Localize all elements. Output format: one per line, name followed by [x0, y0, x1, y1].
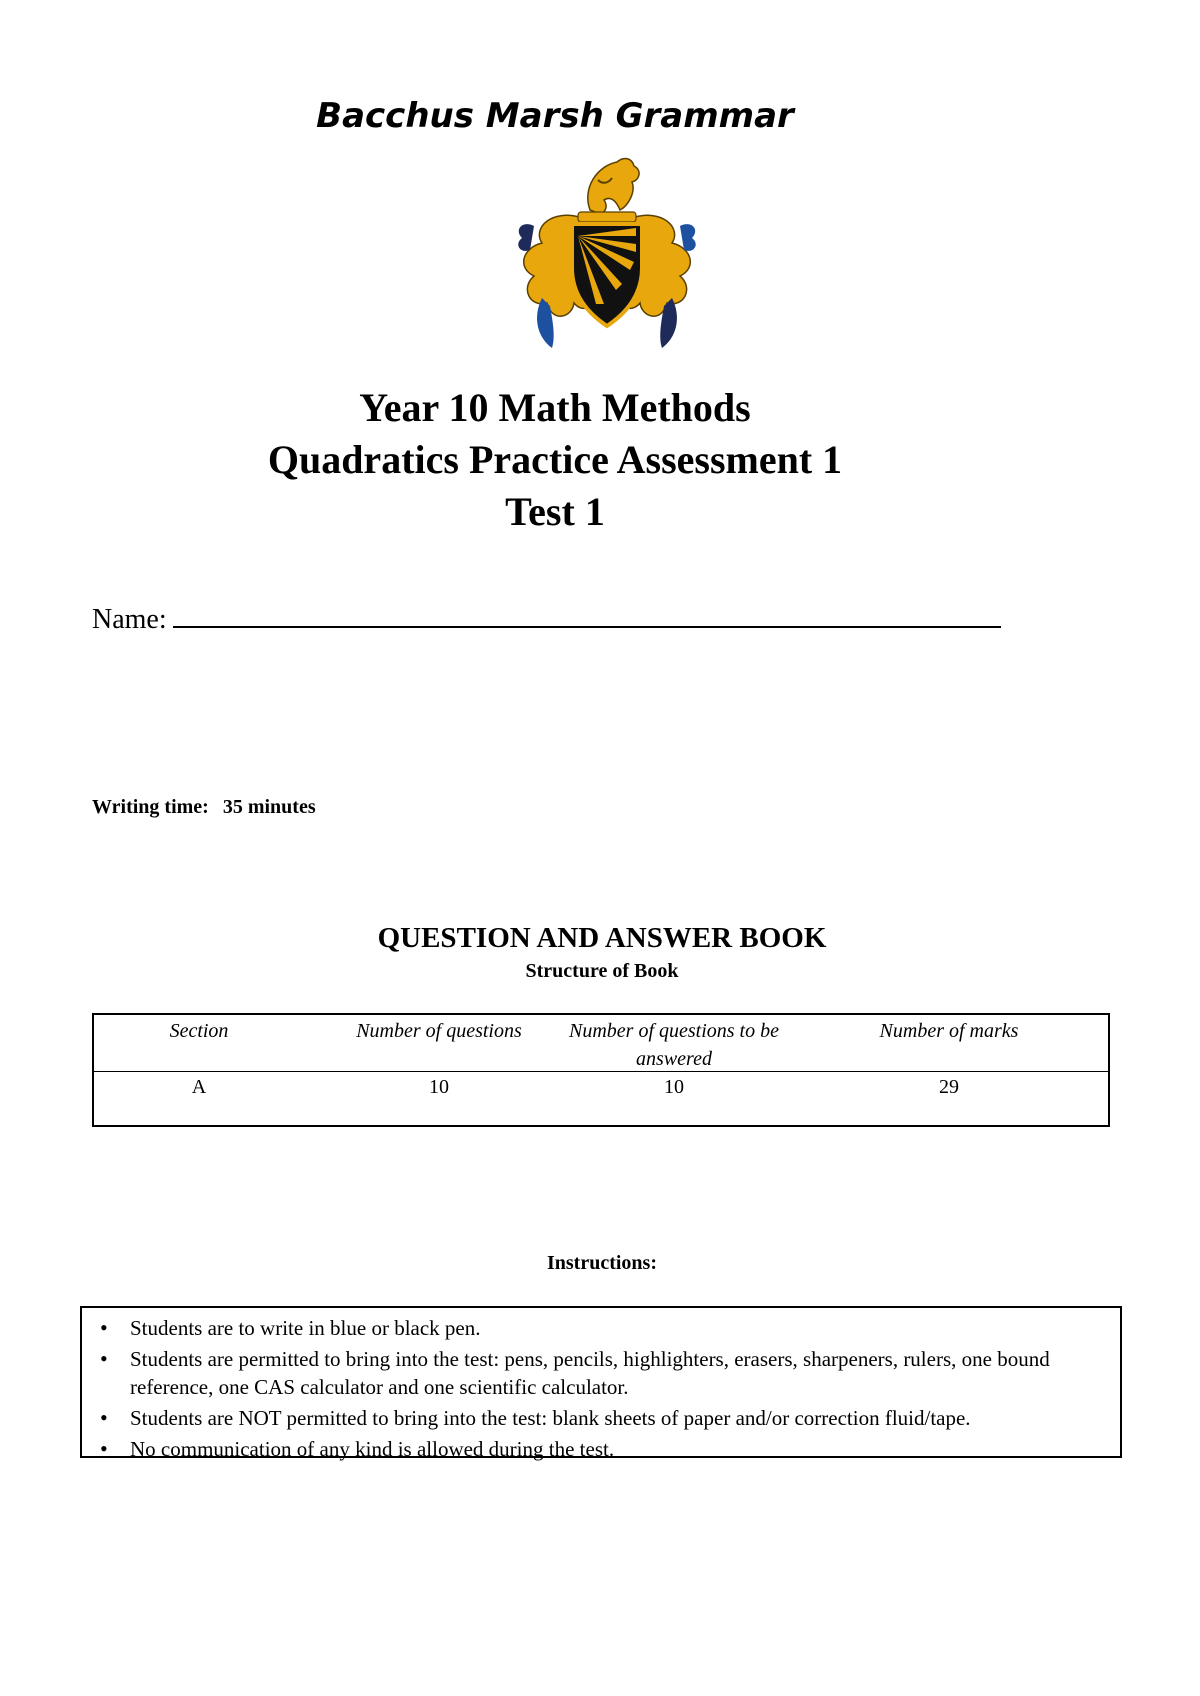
table-cell: 10 — [429, 1076, 449, 1098]
table-cell: A — [191, 1076, 207, 1098]
list-item: • Students are to write in blue or black pen. — [96, 1314, 1100, 1342]
writing-time — [92, 796, 316, 819]
table-header-row — [94, 1015, 1108, 1072]
table-cell: 29 — [939, 1076, 959, 1098]
name-blank-line[interactable] — [173, 600, 1001, 628]
school-name: Bacchus Marsh Grammar — [316, 96, 794, 136]
table-header-cell: Number of marks — [879, 1020, 1019, 1042]
title-line-assessment: Quadratics Practice Assessment 1 — [267, 437, 843, 482]
writing-time-label: Writing time: — [92, 796, 209, 818]
table-header-cell: Section — [169, 1020, 229, 1042]
table-header-cell: Number of questions to be answered — [569, 1020, 779, 1070]
test-title — [0, 382, 1110, 538]
book-subtitle: Structure of Book — [525, 960, 679, 982]
list-item: • No communication of any kind is allowed during the test. — [96, 1435, 1100, 1463]
book-title: QUESTION AND ANSWER BOOK — [377, 922, 827, 954]
instructions-list — [96, 1314, 1100, 1463]
instructions-box — [80, 1306, 1122, 1461]
table-header-cell: Number of questions — [356, 1020, 522, 1042]
name-label: Name: — [92, 604, 167, 635]
instructions-title: Instructions: — [546, 1252, 657, 1274]
structure-table — [92, 1013, 1110, 1127]
writing-time-value: 35 minutes — [222, 796, 316, 818]
title-line-test: Test 1 — [505, 489, 605, 534]
list-item: • Students are permitted to bring into the test: pens, pencils, highlighters, erasers, sharpeners, rulers, one bound reference, one CAS calculator and one scientific calculator. — [96, 1345, 1100, 1401]
title-line-course: Year 10 Math Methods — [359, 385, 751, 430]
table-cell: 10 — [664, 1076, 684, 1098]
name-field — [92, 600, 1001, 636]
school-crest-icon — [512, 148, 702, 358]
list-item: • Students are NOT permitted to bring into the test: blank sheets of paper and/or correction fluid/tape. — [96, 1404, 1100, 1432]
